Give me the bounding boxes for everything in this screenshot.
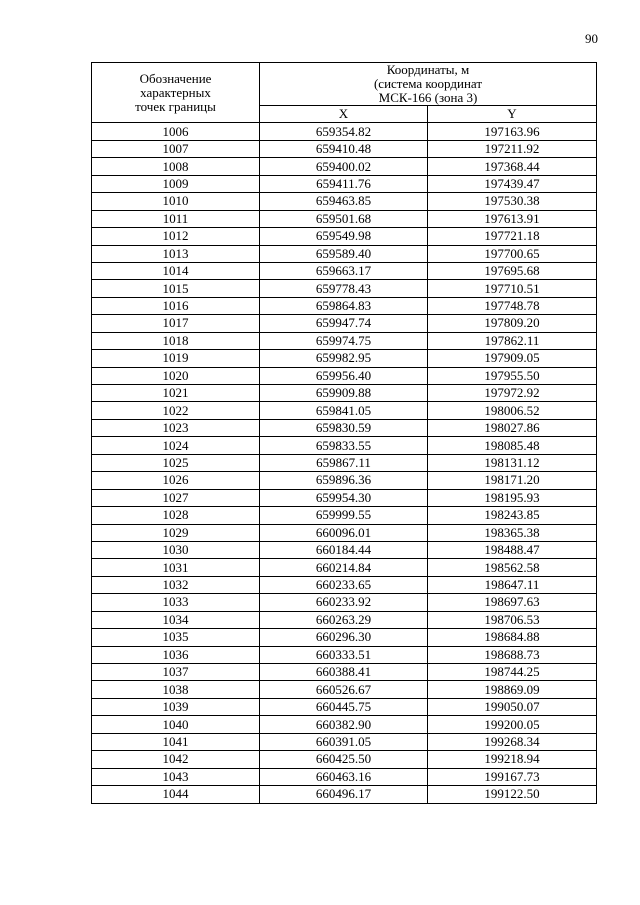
table-row	[92, 123, 597, 140]
x-coordinate-cell: 659354.82	[260, 123, 428, 140]
x-coordinate-cell: 660496.17	[260, 786, 428, 803]
x-coordinate-cell: 659463.85	[260, 193, 428, 210]
table-row	[92, 245, 597, 262]
point-id-cell: 1024	[92, 437, 260, 454]
y-coordinate-cell: 197955.50	[428, 367, 597, 384]
y-coordinate-cell: 198647.11	[428, 576, 597, 593]
point-id-cell: 1027	[92, 489, 260, 506]
table-row	[92, 611, 597, 628]
point-id-cell: 1043	[92, 768, 260, 785]
y-coordinate-cell: 197368.44	[428, 158, 597, 175]
point-id-cell: 1034	[92, 611, 260, 628]
point-id-cell: 1019	[92, 350, 260, 367]
table-row	[92, 228, 597, 245]
y-coordinate-cell: 197721.18	[428, 228, 597, 245]
y-coordinate-cell: 198744.25	[428, 664, 597, 681]
x-coordinate-cell: 660214.84	[260, 559, 428, 576]
point-id-cell: 1012	[92, 228, 260, 245]
y-coordinate-cell: 198085.48	[428, 437, 597, 454]
x-coordinate-cell: 660391.05	[260, 733, 428, 750]
y-coordinate-cell: 198006.52	[428, 402, 597, 419]
point-id-cell: 1040	[92, 716, 260, 733]
y-coordinate-cell: 197862.11	[428, 332, 597, 349]
point-id-cell: 1041	[92, 733, 260, 750]
x-column-header: X	[260, 106, 428, 123]
y-coordinate-cell: 198697.63	[428, 594, 597, 611]
x-coordinate-cell: 659411.76	[260, 175, 428, 192]
x-coordinate-cell: 660388.41	[260, 664, 428, 681]
table-row	[92, 472, 597, 489]
point-id-cell: 1010	[92, 193, 260, 210]
x-coordinate-cell: 659410.48	[260, 140, 428, 157]
point-id-cell: 1029	[92, 524, 260, 541]
x-coordinate-cell: 659778.43	[260, 280, 428, 297]
table-row	[92, 367, 597, 384]
point-id-cell: 1037	[92, 664, 260, 681]
y-coordinate-cell: 198869.09	[428, 681, 597, 698]
point-id-cell: 1016	[92, 297, 260, 314]
table-row	[92, 594, 597, 611]
table-row	[92, 454, 597, 471]
x-coordinate-cell: 660445.75	[260, 698, 428, 715]
table-row	[92, 524, 597, 541]
y-coordinate-cell: 199167.73	[428, 768, 597, 785]
point-id-cell: 1032	[92, 576, 260, 593]
table-header	[92, 63, 597, 123]
point-id-cell: 1018	[92, 332, 260, 349]
point-id-cell: 1035	[92, 629, 260, 646]
point-id-cell: 1030	[92, 541, 260, 558]
x-coordinate-cell: 660296.30	[260, 629, 428, 646]
y-coordinate-cell: 198131.12	[428, 454, 597, 471]
table-row	[92, 402, 597, 419]
table-row	[92, 489, 597, 506]
y-coordinate-cell: 198027.86	[428, 419, 597, 436]
y-coordinate-cell: 197530.38	[428, 193, 597, 210]
y-coordinate-cell: 198684.88	[428, 629, 597, 646]
table-body	[92, 123, 597, 803]
y-coordinate-cell: 199122.50	[428, 786, 597, 803]
y-coordinate-cell: 198171.20	[428, 472, 597, 489]
x-coordinate-cell: 660425.50	[260, 751, 428, 768]
x-coordinate-cell: 659830.59	[260, 419, 428, 436]
table-row	[92, 733, 597, 750]
point-id-cell: 1026	[92, 472, 260, 489]
point-id-cell: 1036	[92, 646, 260, 663]
table-row	[92, 158, 597, 175]
point-id-cell: 1039	[92, 698, 260, 715]
table-row	[92, 297, 597, 314]
table-row	[92, 768, 597, 785]
x-coordinate-cell: 660526.67	[260, 681, 428, 698]
x-coordinate-cell: 660184.44	[260, 541, 428, 558]
point-id-cell: 1009	[92, 175, 260, 192]
y-coordinate-cell: 197700.65	[428, 245, 597, 262]
table-row	[92, 262, 597, 279]
x-coordinate-cell: 659501.68	[260, 210, 428, 227]
table-row	[92, 385, 597, 402]
x-coordinate-cell: 660233.92	[260, 594, 428, 611]
x-coordinate-cell: 659867.11	[260, 454, 428, 471]
x-coordinate-cell: 660096.01	[260, 524, 428, 541]
x-coordinate-cell: 659909.88	[260, 385, 428, 402]
y-coordinate-cell: 199218.94	[428, 751, 597, 768]
x-coordinate-cell: 659954.30	[260, 489, 428, 506]
table-row	[92, 175, 597, 192]
table-row	[92, 140, 597, 157]
table-row	[92, 419, 597, 436]
table-row	[92, 664, 597, 681]
x-coordinate-cell: 659589.40	[260, 245, 428, 262]
point-id-cell: 1008	[92, 158, 260, 175]
table-row	[92, 629, 597, 646]
table-row	[92, 716, 597, 733]
y-coordinate-cell: 197163.96	[428, 123, 597, 140]
y-coordinate-cell: 199268.34	[428, 733, 597, 750]
table-row	[92, 698, 597, 715]
table-row	[92, 350, 597, 367]
point-id-cell: 1020	[92, 367, 260, 384]
x-coordinate-cell: 660463.16	[260, 768, 428, 785]
y-coordinate-cell: 199050.07	[428, 698, 597, 715]
table-row	[92, 786, 597, 803]
point-id-cell: 1006	[92, 123, 260, 140]
y-column-header: Y	[428, 106, 597, 123]
table-row	[92, 751, 597, 768]
table-row	[92, 681, 597, 698]
y-coordinate-cell: 198365.38	[428, 524, 597, 541]
point-id-cell: 1042	[92, 751, 260, 768]
x-coordinate-cell: 659947.74	[260, 315, 428, 332]
x-coordinate-cell: 659974.75	[260, 332, 428, 349]
x-coordinate-cell: 659549.98	[260, 228, 428, 245]
coordinates-header: Координаты, м (система координат МСК-166 (зона 3)	[260, 63, 597, 106]
y-coordinate-cell: 198562.58	[428, 559, 597, 576]
table-row	[92, 541, 597, 558]
x-coordinate-cell: 660263.29	[260, 611, 428, 628]
y-coordinate-cell: 198195.93	[428, 489, 597, 506]
table-row	[92, 507, 597, 524]
point-id-cell: 1013	[92, 245, 260, 262]
y-coordinate-cell: 199200.05	[428, 716, 597, 733]
table-row	[92, 332, 597, 349]
table-row	[92, 646, 597, 663]
x-coordinate-cell: 659999.55	[260, 507, 428, 524]
point-id-cell: 1007	[92, 140, 260, 157]
x-coordinate-cell: 659896.36	[260, 472, 428, 489]
point-id-cell: 1015	[92, 280, 260, 297]
x-coordinate-cell: 660333.51	[260, 646, 428, 663]
table-row	[92, 210, 597, 227]
point-designation-header: Обозначение характерных точек границы	[92, 63, 260, 123]
boundary-points-table	[91, 62, 597, 804]
header-row-main	[92, 63, 597, 106]
point-id-cell: 1021	[92, 385, 260, 402]
y-coordinate-cell: 198243.85	[428, 507, 597, 524]
point-id-cell: 1017	[92, 315, 260, 332]
x-coordinate-cell: 659400.02	[260, 158, 428, 175]
x-coordinate-cell: 659982.95	[260, 350, 428, 367]
x-coordinate-cell: 660233.65	[260, 576, 428, 593]
table-row	[92, 576, 597, 593]
table-row	[92, 193, 597, 210]
y-coordinate-cell: 197439.47	[428, 175, 597, 192]
y-coordinate-cell: 197211.92	[428, 140, 597, 157]
y-coordinate-cell: 198688.73	[428, 646, 597, 663]
point-id-cell: 1031	[92, 559, 260, 576]
point-id-cell: 1028	[92, 507, 260, 524]
y-coordinate-cell: 197613.91	[428, 210, 597, 227]
point-id-cell: 1038	[92, 681, 260, 698]
x-coordinate-cell: 659864.83	[260, 297, 428, 314]
table-row	[92, 315, 597, 332]
point-id-cell: 1011	[92, 210, 260, 227]
x-coordinate-cell: 659841.05	[260, 402, 428, 419]
point-id-cell: 1022	[92, 402, 260, 419]
x-coordinate-cell: 659956.40	[260, 367, 428, 384]
table-row	[92, 280, 597, 297]
y-coordinate-cell: 198488.47	[428, 541, 597, 558]
x-coordinate-cell: 659663.17	[260, 262, 428, 279]
point-id-cell: 1023	[92, 419, 260, 436]
x-coordinate-cell: 660382.90	[260, 716, 428, 733]
y-coordinate-cell: 197695.68	[428, 262, 597, 279]
point-id-cell: 1025	[92, 454, 260, 471]
y-coordinate-cell: 197710.51	[428, 280, 597, 297]
x-coordinate-cell: 659833.55	[260, 437, 428, 454]
point-id-cell: 1044	[92, 786, 260, 803]
y-coordinate-cell: 198706.53	[428, 611, 597, 628]
y-coordinate-cell: 197809.20	[428, 315, 597, 332]
page-number: 90	[585, 31, 598, 46]
point-id-cell: 1014	[92, 262, 260, 279]
y-coordinate-cell: 197748.78	[428, 297, 597, 314]
point-id-cell: 1033	[92, 594, 260, 611]
table-row	[92, 437, 597, 454]
table-row	[92, 559, 597, 576]
y-coordinate-cell: 197972.92	[428, 385, 597, 402]
y-coordinate-cell: 197909.05	[428, 350, 597, 367]
